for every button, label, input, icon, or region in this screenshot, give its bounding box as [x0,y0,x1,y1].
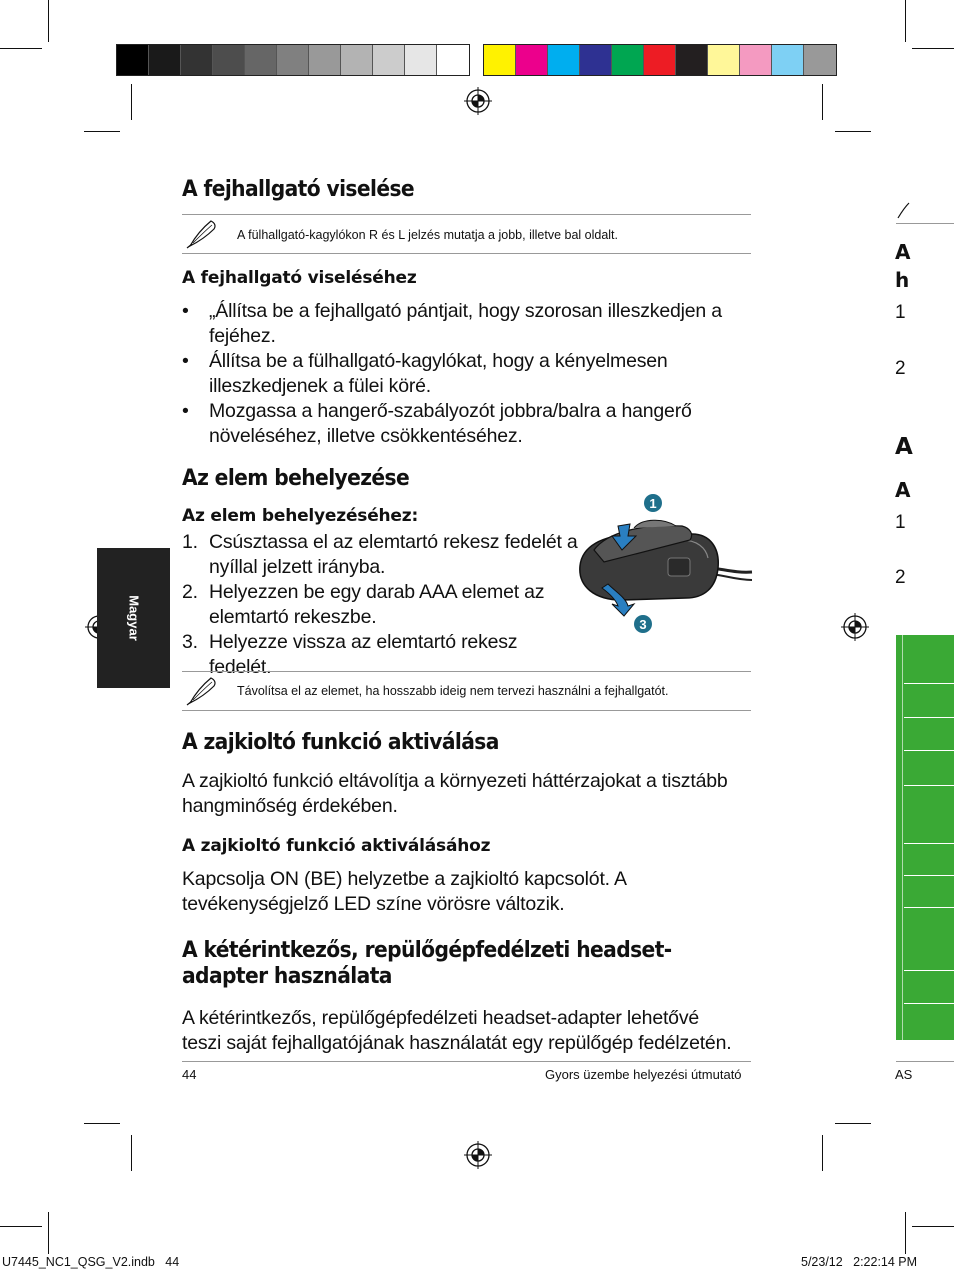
next-page-rule [896,1061,954,1062]
noise-paragraph: A zajkioltó funkció eltávolítja a környezeti háttérzajokat a tisztább hangminőség érdekében. [182,770,728,817]
registration-mark-icon [463,86,493,116]
gray-swatch [117,45,149,75]
list-item: 3. Helyezze vissza az elemtartó rekesz fedelét. [182,631,518,678]
registration-mark-icon [840,612,870,642]
color-swatch [516,45,548,75]
note-pen-icon [896,200,910,220]
gray-swatch [405,45,437,75]
color-swatch [548,45,580,75]
crop-mark [48,1212,49,1254]
next-page-fragment: 1 [895,512,906,533]
color-swatch [644,45,676,75]
next-page-fragment: A [895,434,913,460]
gray-swatch [309,45,341,75]
crop-mark [0,48,42,49]
step-badge-3: 3 [639,617,647,632]
next-page-fragment: 1 [895,302,906,323]
language-tab [97,548,170,688]
slug-timestamp: 5/23/12 2:22:14 PM [801,1255,918,1269]
list-item: • „Állítsa be a fejhallgató pántjait, hogy szorosan illeszkedjen a fejéhez. [182,300,722,347]
subheading-wearing: A fejhallgató viseléséhez [182,268,417,288]
note-box [182,214,751,254]
wearing-instructions [182,299,742,449]
battery-steps [182,530,582,680]
battery-compartment-illustration [572,488,754,638]
registration-mark-icon [463,1140,493,1170]
crop-mark [131,84,132,120]
list-item: • Mozgassa a hangerő-szabályozót jobbra/balra a hangerő növeléséhez, illetve csökkentéséhez. [182,400,692,447]
crop-mark [822,1135,823,1171]
section-title-battery: Az elem behelyezése [182,465,410,491]
note-pen-icon [186,674,220,706]
note-box [182,671,751,711]
list-item: 2. Helyezzen be egy darab AAA elemet az elemtartó rekeszbe. [182,581,545,628]
crop-mark [912,1226,954,1227]
color-swatch [580,45,612,75]
next-page-fragment: A [895,240,911,264]
gray-swatch [149,45,181,75]
crop-mark [835,1123,871,1124]
gray-swatch [373,45,405,75]
next-page-fragment: AS [895,1067,913,1082]
crop-mark [905,0,906,42]
subheading-battery: Az elem behelyezéséhez: [182,506,419,526]
crop-mark [905,1212,906,1254]
gray-swatch [181,45,213,75]
crop-mark [84,131,120,132]
crop-mark [0,1226,42,1227]
section-title-wearing: A fejhallgató viselése [182,176,415,202]
gray-swatch [277,45,309,75]
gray-swatch [341,45,373,75]
footer-rule [182,1061,751,1062]
color-swatch [676,45,708,75]
grayscale-color-bar [116,44,470,76]
process-color-bar [483,44,837,76]
crop-mark [48,0,49,42]
page-number: 44 [182,1067,197,1082]
list-item: 1. Csúsztassa el az elemtartó rekesz fedelét a nyíllal jelzett irányba. [182,531,578,578]
color-swatch [484,45,516,75]
section-title-adapter: A kétérintkezős, repülőgépfedélzeti headset- adapter használata [182,937,672,989]
next-page-green-table [896,635,954,1040]
next-page-rule [896,223,954,224]
adapter-paragraph: A kétérintkezős, repülőgépfedélzeti headset-adapter lehetővé teszi saját fejhallgatójának használatát egy repülőgép fedélzetén. [182,1007,732,1054]
note-pen-icon [186,217,220,249]
noise-instructions: Kapcsolja ON (BE) helyzetbe a zajkioltó kapcsolót. A tevékenységjelző LED színe vörösre változik. [182,868,627,915]
color-swatch [804,45,836,75]
subheading-noise: A zajkioltó funkció aktiválásához [182,836,491,856]
color-swatch [612,45,644,75]
language-tab-label: Magyar [126,595,141,641]
section-title-noise: A zajkioltó funkció aktiválása [182,729,499,755]
crop-mark [912,48,954,49]
crop-mark [822,84,823,120]
gray-swatch [245,45,277,75]
footer-doc-title: Gyors üzembe helyezési útmutató [545,1067,742,1082]
gray-swatch [213,45,245,75]
crop-mark [131,1135,132,1171]
crop-mark [84,1123,120,1124]
next-page-fragment: 2 [895,358,906,379]
gray-swatch [437,45,469,75]
crop-mark [835,131,871,132]
color-swatch [708,45,740,75]
slug-file-name: U7445_NC1_QSG_V2.indb 44 [2,1255,180,1269]
step-badge-1: 1 [649,496,657,511]
next-page-fragment: 2 [895,567,906,588]
list-item: • Állítsa be a fülhallgató-kagylókat, hogy a kényelmesen illeszkedjenek a fülei köré. [182,350,668,397]
note-text: Távolítsa el az elemet, ha hosszabb ideig nem tervezi használni a fejhallgatót. [237,684,669,698]
color-swatch [772,45,804,75]
note-text: A fülhallgató-kagylókon R és L jelzés mutatja a jobb, illetve bal oldalt. [237,228,619,242]
next-page-fragment: h [895,268,910,292]
color-swatch [740,45,772,75]
next-page-fragment: A [895,478,911,502]
